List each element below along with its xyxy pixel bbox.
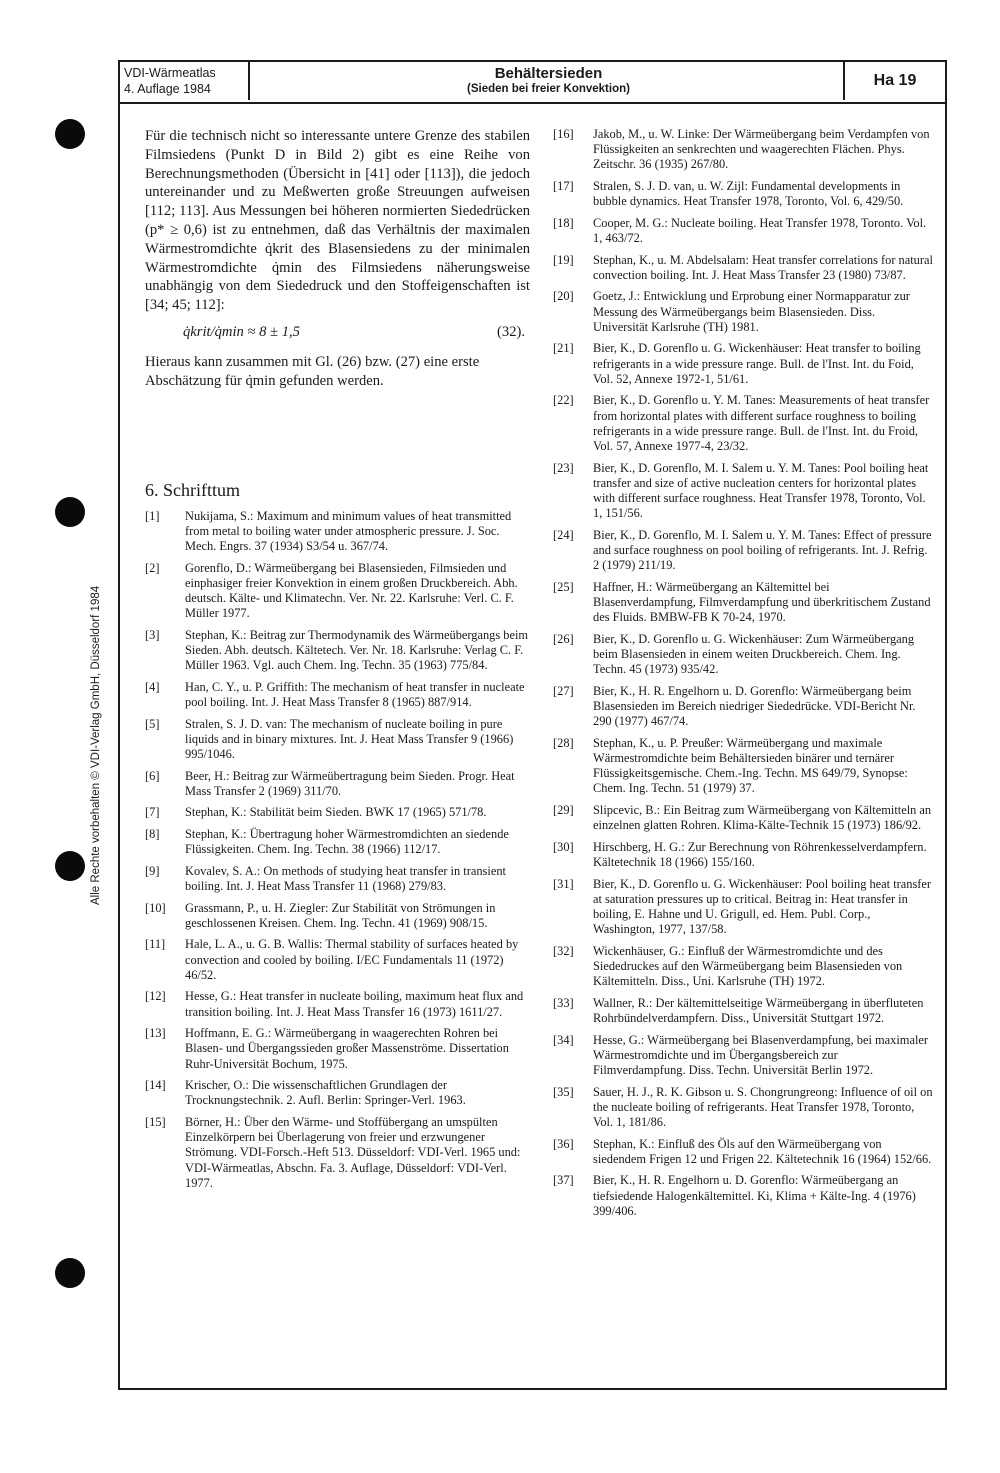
reference-item bbox=[145, 1115, 530, 1191]
reference-item bbox=[145, 864, 530, 894]
punch-hole-4 bbox=[55, 1258, 85, 1288]
reference-item bbox=[145, 628, 530, 674]
reference-text: Grassmann, P., u. H. Ziegler: Zur Stabilität von Strömungen in geschlossenen Kreisen. Chem. Ing. Techn. 41 (1969) 908/15. bbox=[185, 900, 496, 930]
reference-item bbox=[553, 179, 933, 209]
reference-item bbox=[553, 877, 933, 938]
reference-number: [2] bbox=[145, 560, 160, 575]
reference-text: Hirschberg, H. G.: Zur Berechnung von Röhrenkesselverdampfern. Kältetechnik 18 (1966) 155/160. bbox=[593, 839, 927, 869]
reference-number: [5] bbox=[145, 716, 160, 731]
reference-item bbox=[553, 289, 933, 335]
reference-text: Hale, L. A., u. G. B. Wallis: Thermal stability of surfaces heated by convection and cooled by boiling. I/EC Fundamentals 11 (1972) 46/52. bbox=[185, 937, 519, 982]
reference-text: Bier, K., D. Gorenflo u. G. Wickenhäuser: Pool boiling heat transfer at saturation pressures up to critical. Beitrag in: Heat transfer in boiling, E. Hahne und U. Grigull, ed. Hem. Publ. Corp., Washington, 1977, 137/58. bbox=[593, 876, 932, 937]
reference-text: Sauer, H. J., R. K. Gibson u. S. Chongrungreong: Influence of oil on the nucleate boiling of refrigerants. Heat Transfer 1978, Toronto, Vol. 1, 181/86. bbox=[593, 1084, 933, 1129]
reference-number: [18] bbox=[553, 215, 574, 230]
section-heading: 6. Schrifttum bbox=[145, 479, 240, 500]
page-subtitle: (Sieden bei freier Konvektion) bbox=[467, 83, 630, 95]
reference-text: Bier, K., D. Gorenflo u. G. Wickenhäuser: Zum Wärmeübergang beim Blasensieden in einem weiten Druckbereich. Chem. Ing. Techn. 45 (1973) 935/42. bbox=[593, 631, 915, 677]
reference-text: Han, C. Y., u. P. Griffith: The mechanism of heat transfer in nucleate pool boiling. Int. J. Heat Mass Transfer 8 (1965) 887/914. bbox=[185, 679, 525, 709]
reference-text: Stephan, K., u. M. Abdelsalam: Heat transfer correlations for natural convection boiling. Int. J. Heat Mass Transfer 23 (1980) 73/87. bbox=[593, 252, 933, 282]
reference-item bbox=[145, 717, 530, 763]
reference-number: [13] bbox=[145, 1026, 166, 1041]
reference-text: Wickenhäuser, G.: Einfluß der Wärmestromdichte und des Siededruckes auf den Wärmeübergang beim Blasensieden von Kältemitteln. Diss., Uni. Karlsruhe (TH) 1972. bbox=[593, 943, 903, 989]
formula-expression: q̇krit/q̇min ≈ 8 ± 1,5 bbox=[183, 323, 300, 340]
reference-number: [25] bbox=[553, 579, 574, 594]
reference-item bbox=[553, 580, 933, 626]
reference-text: Hoffmann, E. G.: Wärmeübergang in waagerechten Rohren bei Blasen- und Übergangssieden großer Massenströme. Dissertation Ruhr-Universität Bochum, 1975. bbox=[185, 1026, 509, 1071]
reference-number: [30] bbox=[553, 839, 574, 854]
reference-number: [3] bbox=[145, 627, 160, 642]
reference-item bbox=[145, 805, 530, 820]
page-frame bbox=[118, 60, 947, 1390]
reference-number: [37] bbox=[553, 1173, 574, 1188]
reference-text: Hesse, G.: Heat transfer in nucleate boiling, maximum heat flux and transition boiling. Int. J. Heat Mass Transfer 16 (1973) 1611/27. bbox=[185, 989, 524, 1019]
reference-number: [4] bbox=[145, 679, 160, 694]
reference-item bbox=[553, 840, 933, 870]
reference-number: [34] bbox=[553, 1032, 574, 1047]
body-paragraph-1: Für die technisch nicht so interessante untere Grenze des stabilen Filmsiedens (Punkt D in Bild 2) gibt es eine Reihe von Berechnungsmethoden (Übersicht in [41] oder [113]), die jedoch untereinander und zu Meßwerten große Streuungen aufweisen [112; 113]. Aus Messungen bei höheren normierten Siededrücken (p* ≥ 0,6) ist zu entnehmen, daß das Verhältnis der maximalen Wärmestromdichte q̇krit des Blasensiedens zu der minimalen Wärmestromdichte q̇min des Filmsiedens näherungsweise unabhängig von dem Siededruck und den Stoffeigenschaften ist [34; 45; 112]: bbox=[145, 128, 530, 314]
formula-32 bbox=[145, 323, 530, 343]
reference-text: Börner, H.: Über den Wärme- und Stoffübergang an umspülten Einzelkörpern bei Überlagerung von freier und erzwungener Strömung. VDI-Forsch.-Heft 513. Düsseldorf: VDI-Verl. 1965 und: VDI-Wärmeatlas, Abschn. Fa. 3. Auflage, Düsseldorf: VDI-Verl. 1977. bbox=[185, 1114, 521, 1190]
reference-text: Bier, K., H. R. Engelhorn u. D. Gorenflo: Wärmeübergang beim Blasensieden im Bereich niedriger Siededrücke. VDI-Bericht Nr. 290 (1977) 467/74. bbox=[593, 683, 916, 729]
formula-number: (32). bbox=[497, 323, 525, 340]
reference-number: [1] bbox=[145, 508, 160, 523]
reference-number: [9] bbox=[145, 863, 160, 878]
reference-item bbox=[553, 461, 933, 522]
reference-number: [20] bbox=[553, 289, 574, 304]
reference-text: Bier, K., D. Gorenflo, M. I. Salem u. Y. M. Tanes: Pool boiling heat transfer and size of active nucleation centers for horizontal plates with different surface roughness. Heat Transfer 1978, Toronto, Vol. 1, 151/56. bbox=[593, 460, 929, 521]
reference-item bbox=[553, 803, 933, 833]
reference-text: Goetz, J.: Entwicklung und Erprobung einer Normapparatur zur Messung des Wärmeübergangs beim Blasensieden. Diss. Universität Karlsruhe (TH) 1981. bbox=[593, 289, 910, 334]
body-paragraph-2: Hieraus kann zusammen mit Gl. (26) bzw. (27) eine erste Abschätzung für q̇min gefunden werden. bbox=[145, 353, 480, 389]
reference-number: [21] bbox=[553, 341, 574, 356]
reference-item bbox=[553, 996, 933, 1026]
reference-text: Jakob, M., u. W. Linke: Der Wärmeübergang beim Verdampfen von Flüssigkeiten an senkrechten und waagerechten Flächen. Phys. Zeitschr. 36 (1935) 267/80. bbox=[593, 127, 930, 172]
reference-item bbox=[553, 1173, 933, 1219]
page-title: Behältersieden bbox=[494, 65, 603, 82]
punch-hole-1 bbox=[55, 119, 85, 149]
reference-item bbox=[553, 944, 933, 990]
left-column bbox=[145, 127, 530, 1197]
reference-item bbox=[145, 680, 530, 710]
reference-text: Hesse, G.: Wärmeübergang bei Blasenverdampfung, bei maximaler Wärmestromdichte und im Übergangsbereich zur Filmverdampfung. Diss. Techn. Universität Berlin 1972. bbox=[593, 1032, 929, 1077]
reference-number: [22] bbox=[553, 393, 574, 408]
reference-item bbox=[553, 528, 933, 574]
reference-item bbox=[553, 393, 933, 454]
reference-number: [11] bbox=[145, 937, 166, 952]
reference-number: [33] bbox=[553, 995, 574, 1010]
reference-number: [19] bbox=[553, 252, 574, 267]
reference-text: Stephan, K.: Stabilität beim Sieden. BWK 17 (1965) 571/78. bbox=[185, 805, 487, 820]
reference-number: [7] bbox=[145, 805, 160, 820]
title-box bbox=[250, 62, 847, 100]
reference-list-right bbox=[553, 127, 933, 1219]
right-column bbox=[553, 127, 933, 1225]
reference-number: [8] bbox=[145, 826, 160, 841]
reference-text: Stralen, S. J. D. van, u. W. Zijl: Fundamental developments in bubble dynamics. Heat Transfer 1978, Toronto, Vol. 6, 429/50. bbox=[593, 179, 904, 209]
reference-item bbox=[145, 509, 530, 555]
reference-item bbox=[553, 1137, 933, 1167]
reference-text: Haffner, H.: Wärmeübergang an Kältemittel bei Blasenverdampfung, Filmverdampfung und überkritischem Zustand des Fluids. BMBW-FB K 70-24, 1970. bbox=[593, 579, 931, 625]
reference-text: Slipcevic, B.: Ein Beitrag zum Wärmeübergang von Kältemitteln an einzelnen glatten Rohren. Klima-Kälte-Technik 15 (1973) 186/92. bbox=[593, 803, 932, 833]
reference-item bbox=[553, 684, 933, 730]
reference-text: Wallner, R.: Der kältemittelseitige Wärmeübergang in überfluteten Rohrbündelverdampfern. Diss., Universität Stuttgart 1972. bbox=[593, 995, 924, 1025]
reference-number: [31] bbox=[553, 876, 574, 891]
reference-text: Nukijama, S.: Maximum and minimum values of heat transmitted from metal to boiling water under atmospheric pressure. J. Soc. Mech. Engrs. 37 (1934) S3/54 u. 367/74. bbox=[185, 508, 512, 553]
page-code: Ha 19 bbox=[843, 62, 945, 100]
reference-text: Bier, K., D. Gorenflo, M. I. Salem u. Y. M. Tanes: Effect of pressure and surface roughness on pool boiling of refrigerants. Int. J. Refrig. 2 (1979) 211/19. bbox=[593, 527, 932, 573]
reference-text: Beer, H.: Beitrag zur Wärmeübertragung beim Sieden. Progr. Heat Mass Transfer 2 (1969) 311/70. bbox=[185, 768, 515, 798]
reference-item bbox=[553, 736, 933, 797]
reference-number: [29] bbox=[553, 803, 574, 817]
reference-text: Bier, K., D. Gorenflo u. G. Wickenhäuser: Heat transfer to boiling refrigerants in a wide pressure range. Bull. de l'Inst. Int. du Foid, Vol. 52, Annexe 1972-1, 51/61. bbox=[593, 341, 921, 386]
reference-item bbox=[145, 989, 530, 1019]
reference-item bbox=[553, 216, 933, 246]
reference-text: Stephan, K., u. P. Preußer: Wärmeübergang und maximale Wärmestromdichte beim Behältersieden binärer und ternärer Flüssigkeitsgemische. Chem.-Ing. Techn. MS 649/79, Synopse: Chem. Ing. Techn. 51 (1979) 37. bbox=[593, 735, 908, 796]
reference-item bbox=[553, 1033, 933, 1079]
reference-text: Stephan, K.: Einfluß des Öls auf den Wärmeübergang von siedendem Frigen 12 und Frigen 22. Kältetechnik 16 (1964) 152/66. bbox=[593, 1136, 932, 1166]
reference-number: [14] bbox=[145, 1078, 166, 1093]
reference-number: [32] bbox=[553, 943, 574, 958]
reference-number: [17] bbox=[553, 179, 574, 193]
publisher-box bbox=[120, 62, 250, 100]
reference-item bbox=[553, 1085, 933, 1131]
reference-number: [36] bbox=[553, 1136, 574, 1151]
reference-text: Stephan, K.: Übertragung hoher Wärmestromdichten an siedende Flüssigkeiten. Chem. Ing. Techn. 38 (1966) 112/17. bbox=[185, 826, 509, 857]
reference-number: [15] bbox=[145, 1114, 166, 1129]
reference-item bbox=[145, 937, 530, 983]
page-header bbox=[120, 62, 945, 104]
reference-item bbox=[145, 827, 530, 857]
reference-number: [23] bbox=[553, 460, 574, 475]
reference-item bbox=[145, 769, 530, 799]
punch-hole-2 bbox=[55, 497, 85, 527]
reference-text: Bier, K., D. Gorenflo u. Y. M. Tanes: Measurements of heat transfer from horizontal plates with different surface roughness to boiling refrigerants in a wide pressure range. Bull. de l'Inst. Int. du Froid, Vol. 57, Annexe 1977-4, 23/32. bbox=[593, 393, 930, 453]
reference-text: Kovalev, S. A.: On methods of studying heat transfer in transient boiling. Int. J. Heat Mass Transfer 11 (1968) 279/83. bbox=[185, 863, 506, 893]
reference-text: Stephan, K.: Beitrag zur Thermodynamik des Wärmeübergangs beim Sieden. Abh. deutsch. Kältetech. Ver. Nr. 18. Karlsruhe: Verlag C. F. Müller 1963. Vgl. auch Chem. Ing. Techn. 35 (1963) 775/84. bbox=[185, 627, 529, 673]
edition: 4. Auflage 1984 bbox=[124, 82, 211, 96]
reference-item bbox=[145, 901, 530, 931]
reference-number: [12] bbox=[145, 989, 166, 1004]
reference-number: [24] bbox=[553, 527, 574, 542]
reference-number: [26] bbox=[553, 631, 574, 646]
reference-text: Bier, K., H. R. Engelhorn u. D. Gorenflo: Wärmeübergang an tiefsiedende Halogenkältemittel. Ki, Klima + Kälte-Ing. 4 (1976) 399/406. bbox=[593, 1173, 916, 1218]
reference-number: [27] bbox=[553, 683, 574, 698]
reference-item bbox=[553, 632, 933, 678]
reference-number: [35] bbox=[553, 1084, 574, 1099]
reference-number: [16] bbox=[553, 127, 574, 141]
reference-number: [28] bbox=[553, 735, 574, 750]
publisher-name: VDI-Wärmeatlas bbox=[124, 66, 216, 80]
reference-text: Cooper, M. G.: Nucleate boiling. Heat Transfer 1978, Toronto. Vol. 1, 463/72. bbox=[593, 215, 927, 245]
reference-item bbox=[145, 1078, 530, 1108]
reference-item bbox=[145, 1026, 530, 1072]
reference-item bbox=[553, 253, 933, 283]
reference-text: Krischer, O.: Die wissenschaftlichen Grundlagen der Trocknungstechnik. 2. Aufl. Berlin: Springer-Verl. 1963. bbox=[185, 1078, 466, 1108]
reference-item bbox=[553, 127, 933, 173]
copyright-sidebar: Alle Rechte vorbehalten © VDI-Verlag GmbH, Düsseldorf 1984 bbox=[90, 585, 102, 905]
reference-item bbox=[145, 561, 530, 622]
reference-number: [10] bbox=[145, 900, 166, 915]
reference-text: Stralen, S. J. D. van: The mechanism of nucleate boiling in pure liquids and in binary mixtures. Int. J. Heat Mass Transfer 9 (1966) 995/1046. bbox=[185, 716, 514, 761]
punch-hole-3 bbox=[55, 851, 85, 881]
reference-text: Gorenflo, D.: Wärmeübergang bei Blasensieden, Filmsieden und einphasiger freier Konvektion in einem großen Druckbereich. Abh. deutsch. Kälte- und Klimatechn. Ver. Nr. 22. Karlsruhe: Verl. C. F. Müller 1977. bbox=[185, 560, 518, 621]
reference-number: [6] bbox=[145, 768, 160, 783]
reference-list-left bbox=[145, 509, 530, 1191]
reference-item bbox=[553, 341, 933, 387]
